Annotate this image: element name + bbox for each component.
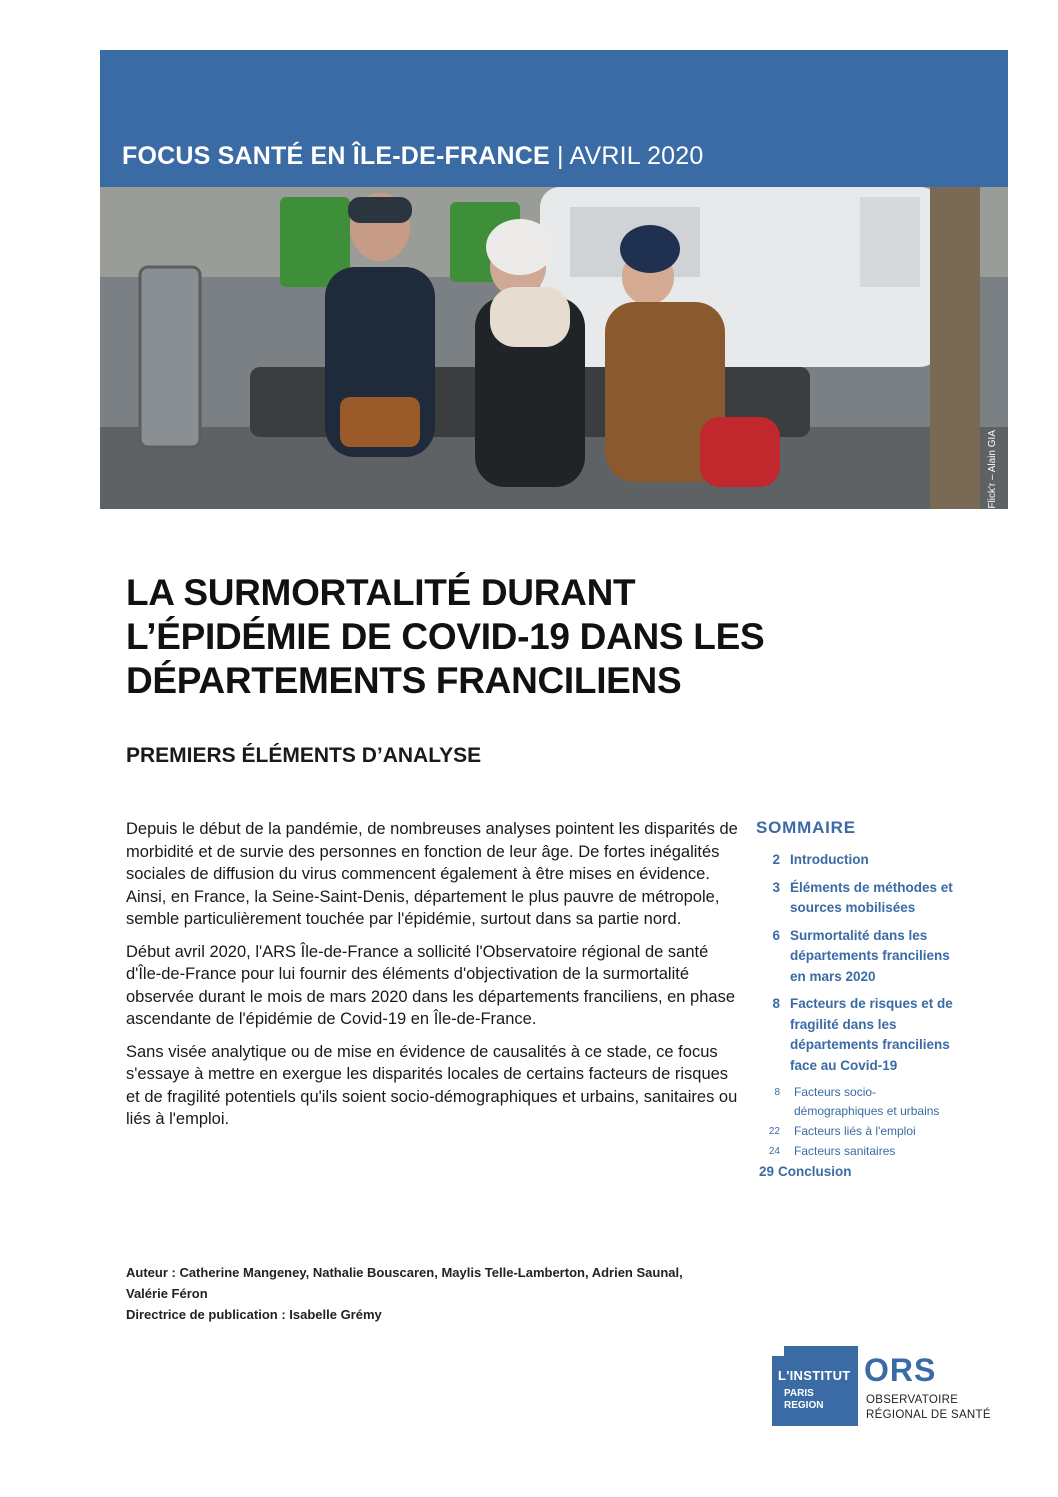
publication-series: FOCUS SANTÉ EN ÎLE-DE-FRANCE (122, 142, 550, 170)
institut-paris-region-logo (772, 1356, 858, 1426)
toc-label: Facteurs de risques et de fragilité dans les départements franciliens face au Covid-19 (790, 996, 953, 1073)
institut-logo-line-2 (784, 1388, 823, 1412)
toc-page: 3 (772, 879, 780, 895)
authorship (126, 1262, 726, 1325)
intro-paragraph-2: Début avril 2020, l'ARS Île-de-France a sollicité l'Observatoire régional de santé d'Île-de-France pour lui fournir des éléments d'objectivation de la surmortalité observée durant le mois de mars 2020 dans les départements franciliens, en phase ascendante de l'épidémie de Covid-19 en Île-de-France. (126, 942, 736, 1028)
toc-page: 24 (768, 1146, 780, 1157)
toc-item-introduction[interactable] (756, 850, 956, 871)
cover-photo (100, 187, 1008, 509)
intro-text (126, 818, 740, 1141)
toc-subitem-employment[interactable] (756, 1122, 956, 1141)
institut-logo-region: REGION (784, 1400, 824, 1411)
institut-logo-line-1: L'INSTITUT (778, 1368, 851, 1383)
ors-logo: ORS (864, 1352, 937, 1388)
publication-title (122, 142, 703, 171)
authors: Auteur : Catherine Mangeney, Nathalie Bouscaren, Maylis Telle-Lamberton, Adrien Saunal, Valérie Féron (126, 1265, 683, 1301)
document-title (126, 571, 956, 703)
publisher-logos (772, 1346, 992, 1426)
intro-paragraph-3: Sans visée analytique ou de mise en évidence de causalités à ce stade, ce focus s'essaye à mettre en exergue les disparités locales de certains facteurs de risques et de fragilité potentiels qu'ils soient socio-démographiques et urbains, sanitaires ou liés à l'emploi. (126, 1042, 738, 1128)
toc-label: Éléments de méthodes et sources mobilisées (790, 879, 953, 915)
toc-heading: SOMMAIRE (756, 818, 856, 837)
cover-photo-illustration (100, 187, 1008, 509)
toc-label: Facteurs sanitaires (794, 1144, 896, 1158)
toc-item-methods[interactable] (756, 878, 956, 919)
table-of-contents (756, 818, 956, 1183)
toc-label: Conclusion (778, 1164, 852, 1179)
toc-page: 29 (758, 1164, 774, 1179)
toc-item-conclusion[interactable] (756, 1162, 956, 1183)
institut-logo-paris: PARIS (784, 1388, 814, 1399)
toc-page: 8 (772, 996, 780, 1011)
toc-label: Introduction (790, 852, 869, 867)
photo-credit-text: Flick'r – Alain GIA (986, 430, 998, 509)
toc-subitem-socio-demographic[interactable] (756, 1083, 956, 1121)
toc-page: 22 (768, 1126, 780, 1137)
title-line-3: DÉPARTEMENTS FRANCILIENS (126, 660, 682, 701)
toc-page: 8 (774, 1087, 780, 1098)
title-separator: | (549, 142, 570, 170)
ors-logo-line-1: OBSERVATOIRE (866, 1394, 959, 1406)
publication-date: AVRIL 2020 (569, 142, 704, 170)
toc-page: 6 (772, 927, 780, 943)
toc-item-risk-factors[interactable] (756, 994, 956, 1076)
toc-page: 2 (772, 852, 780, 867)
toc-subitem-health[interactable] (756, 1142, 956, 1161)
header-banner (100, 50, 1008, 187)
document-subtitle: PREMIERS ÉLÉMENTS D’ANALYSE (126, 744, 482, 767)
toc-label: Facteurs liés à l'emploi (794, 1124, 916, 1138)
toc-item-excess-mortality[interactable] (756, 926, 956, 988)
toc-label: Facteurs socio-démographiques et urbains (794, 1085, 940, 1118)
title-line-1: LA SURMORTALITÉ DURANT (126, 572, 636, 613)
title-line-2: L’ÉPIDÉMIE DE COVID-19 DANS LES (126, 616, 765, 657)
ors-logo-line-2: RÉGIONAL DE SANTÉ (866, 1409, 991, 1421)
photo-credit (978, 187, 1006, 509)
publisher: Directrice de publication : Isabelle Grémy (126, 1307, 382, 1322)
intro-paragraph-1: Depuis le début de la pandémie, de nombreuses analyses pointent les disparités de morbidité et de survie des personnes en fonction de leur âge. De fortes inégalités sociales de diffusion du virus commencent également à être mises en évidence. Ainsi, en France, la Seine-Saint-Denis, département le plus pauvre de métropole, semble particulièrement touchée par l'épidémie, surtout dans sa partie nord. (126, 820, 738, 928)
toc-label: Surmortalité dans les départements franciliens en mars 2020 (790, 927, 950, 984)
